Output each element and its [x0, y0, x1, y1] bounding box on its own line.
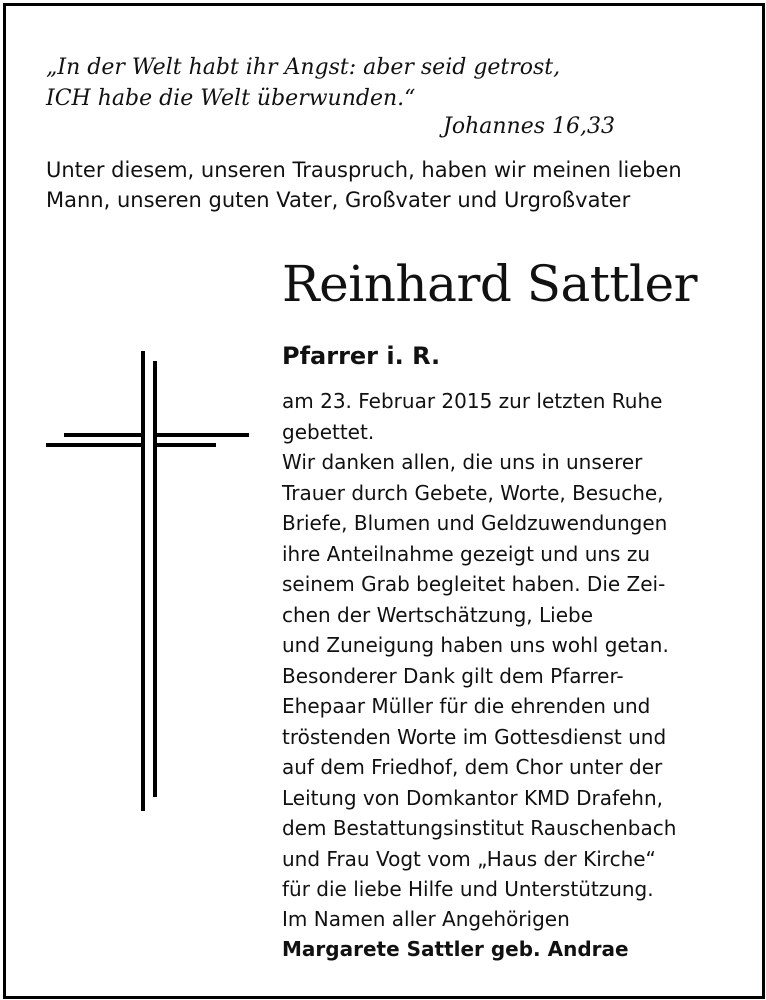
notice-body	[282, 386, 676, 905]
body-line: ihre Anteilnahme gezeigt und uns zu	[282, 541, 651, 566]
cross-center-gap	[145, 433, 153, 447]
obituary-notice-frame	[3, 3, 765, 999]
body-line: chen der Wertschätzung, Liebe	[282, 602, 594, 627]
intro-line: Unter diesem, unseren Trauspruch, haben wir meinen lieben	[46, 158, 682, 182]
deceased-title: Pfarrer i. R.	[282, 342, 441, 370]
body-line: Briefe, Blumen und Geldzuwendungen	[282, 511, 668, 535]
body-line: auf dem Friedhof, dem Chor unter der	[282, 755, 663, 779]
body-line: tröstenden Worte im Gottesdienst und	[282, 724, 667, 749]
signoff-text: Im Namen aller Angehörigen	[282, 907, 570, 931]
body-line: und Zuneigung haben uns wohl getan.	[282, 633, 669, 657]
bible-quote	[46, 52, 560, 114]
body-line: am 23. Februar 2015 zur letzten Ruhe	[282, 389, 663, 413]
cross-icon-graphic	[46, 351, 250, 813]
quote-line: ICH habe die Welt überwunden.“	[46, 86, 416, 111]
deceased-name: Reinhard Sattler	[282, 255, 697, 313]
cross-vertical-bar	[141, 351, 145, 811]
body-line: Wir danken allen, die uns in unserer	[282, 450, 643, 474]
body-line: dem Bestattungsinstitut Rauschenbach	[282, 816, 677, 840]
cross-vertical-bar	[153, 361, 157, 797]
body-line: gebettet.	[282, 419, 375, 444]
signer-name: Margarete Sattler geb. Andrae	[282, 937, 629, 961]
intro-line: Mann, unseren guten Vater, Großvater und Urgroßvater	[46, 188, 631, 212]
intro-text	[46, 155, 682, 215]
body-line: für die liebe Hilfe und Unterstützung.	[282, 877, 654, 901]
cross-icon	[46, 351, 250, 818]
cross-horizontal-bar	[64, 433, 249, 437]
quote-line: „In der Welt habt ihr Angst: aber seid getrost,	[46, 55, 561, 80]
quote-reference: Johannes 16,33	[443, 114, 615, 139]
body-line: Leitung von Domkantor KMD Drafehn,	[282, 785, 664, 810]
body-line: Besonderer Dank gilt dem Pfarrer-	[282, 663, 624, 688]
cross-horizontal-bar	[46, 443, 216, 447]
body-line: seinem Grab begleitet haben. Die Zei-	[282, 572, 666, 596]
body-line: Trauer durch Gebete, Worte, Besuche,	[282, 480, 664, 505]
body-line: und Frau Vogt vom „Haus der Kirche“	[282, 846, 656, 871]
body-line: Ehepaar Müller für die ehrenden und	[282, 694, 651, 718]
